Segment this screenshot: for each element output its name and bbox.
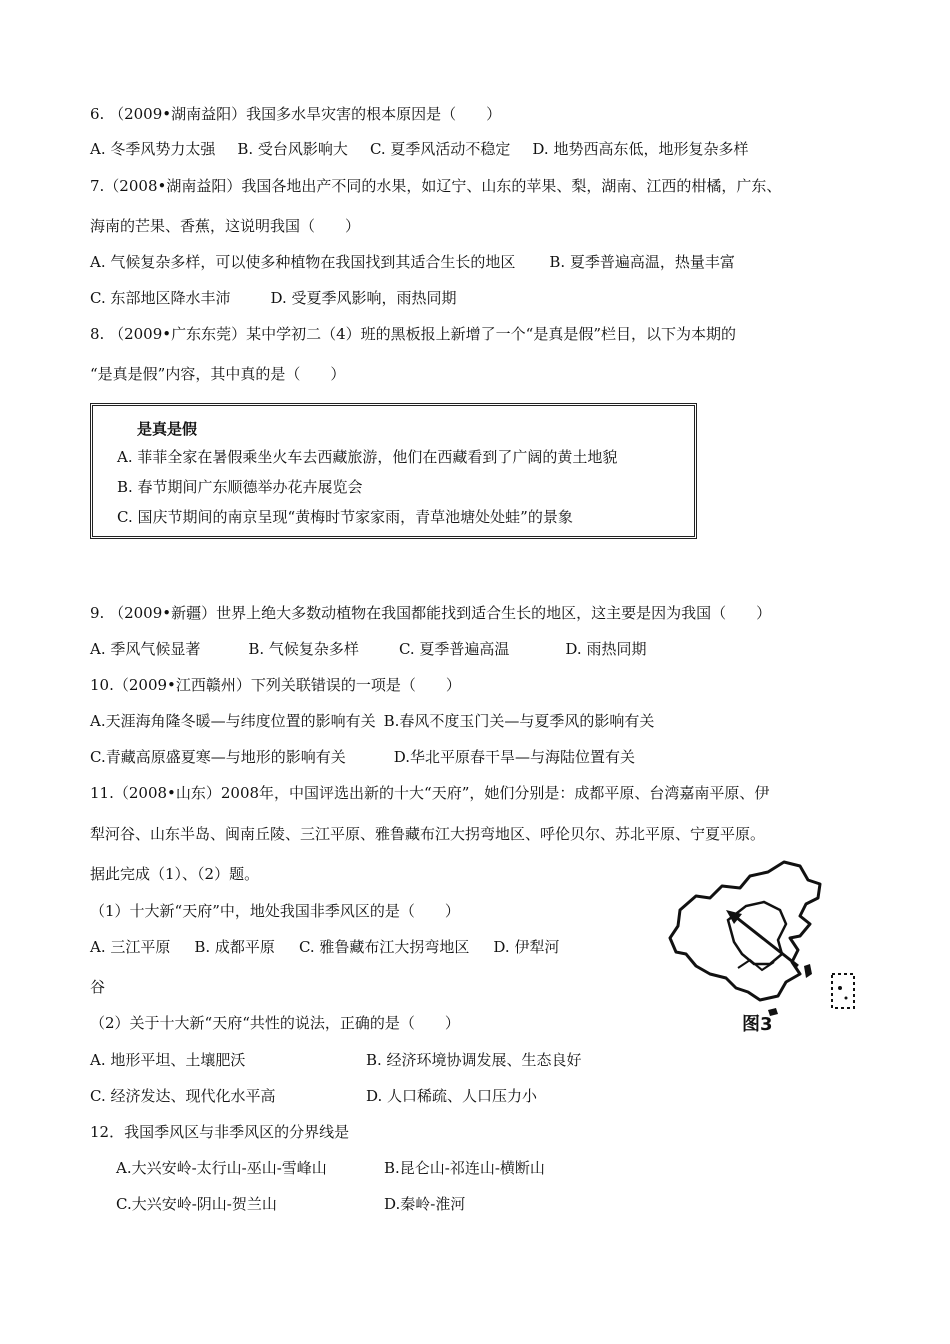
q11-sub1-option-d: D. 伊犁河 bbox=[493, 938, 560, 956]
q6-option-c: C. 夏季风活动不稳定 bbox=[369, 140, 511, 158]
q7-stem-line2: 海南的芒果、香蕉，这说明我国（ ） bbox=[90, 217, 361, 235]
q12-option-b: B.昆仑山-祁连山-横断山 bbox=[384, 1159, 545, 1177]
q10-stem: 10.（2009•江西赣州）下列关联错误的一项是（ ） bbox=[90, 676, 461, 694]
q11-sub1-option-b: B. 成都平原 bbox=[194, 938, 275, 956]
q6-option-b: B. 受台风影响大 bbox=[237, 140, 348, 158]
q11-stem-line3: 据此完成（1）、（2）题。 bbox=[90, 865, 260, 883]
q12-option-d: D.秦岭-淮河 bbox=[384, 1195, 466, 1213]
q10-option-d: D.华北平原春干旱—与海陆位置有关 bbox=[393, 748, 635, 766]
q9-option-a: A. 季风气候显著 bbox=[90, 640, 201, 658]
q11-sub1-options bbox=[90, 937, 559, 957]
box-statement-a: A. 菲菲全家在暑假乘坐火车去西藏旅游，他们在西藏看到了广阔的黄土地貌 bbox=[117, 448, 618, 466]
q7-option-d: D. 受夏季风影响，雨热同期 bbox=[270, 289, 457, 307]
q9-stem: 9. （2009•新疆）世界上绝大多数动植物在我国都能找到适合生长的地区，这主要是因为我国（ ） bbox=[90, 604, 772, 622]
q11-stem-line2: 犁河谷、山东半岛、闽南丘陵、三江平原、雅鲁藏布江大拐弯地区、呼伦贝尔、苏北平原、宁夏平原。 bbox=[90, 825, 766, 843]
q9-option-c: C. 夏季普遍高温 bbox=[398, 640, 510, 658]
q11-sub1-option-a: A. 三江平原 bbox=[90, 938, 171, 956]
q6-option-d: D. 地势西高东低，地形复杂多样 bbox=[532, 140, 749, 158]
q11-sub1-option-c: C. 雅鲁藏布江大拐弯地区 bbox=[298, 938, 470, 956]
q11-sub2-option-c: C. 经济发达、现代化水平高 bbox=[90, 1087, 276, 1105]
q10-option-c: C.青藏高原盛夏寒—与地形的影响有关 bbox=[90, 748, 346, 766]
china-outline bbox=[670, 862, 820, 1000]
q10-option-a: A.天涯海角隆冬暖—与纬度位置的影响有关 bbox=[90, 712, 376, 730]
q10-options-row1 bbox=[90, 711, 654, 731]
q6-stem: 6. （2009•湖南益阳）我国多水旱灾害的根本原因是（ ） bbox=[90, 105, 502, 123]
q11-sub2-stem: （2）关于十大新“天府“共性的说法，正确的是（ ） bbox=[90, 1014, 460, 1032]
q9-options bbox=[90, 639, 646, 659]
q7-options-row2 bbox=[90, 288, 457, 308]
q11-sub1-stem: （1）十大新“天府”中，地处我国非季风区的是（ ） bbox=[90, 902, 460, 920]
true-or-false-box bbox=[90, 403, 697, 539]
q12-option-a: A.大兴安岭-太行山-巫山-雪峰山 bbox=[116, 1159, 327, 1177]
q11-sub2-option-a: A. 地形平坦、土壤肥沃 bbox=[90, 1051, 246, 1069]
q11-sub2-options-row2 bbox=[90, 1086, 537, 1106]
q11-stem-line1: 11.（2008•山东）2008年，中国评选出新的十大“天府”，她们分别是：成都平原、台湾嘉南平原、伊 bbox=[90, 784, 770, 802]
q7-option-c: C. 东部地区降水丰沛 bbox=[90, 289, 231, 307]
figure-label: 图3 bbox=[742, 1014, 773, 1035]
box-statement-b: B. 春节期间广东顺德举办花卉展览会 bbox=[117, 478, 363, 496]
q8-stem-line2: “是真是假”内容，其中真的是（ ） bbox=[90, 365, 346, 383]
q10-option-b: B.春风不度玉门关—与夏季风的影响有关 bbox=[383, 712, 655, 730]
q12-stem: 12．我国季风区与非季风区的分界线是 bbox=[90, 1123, 350, 1141]
direction-arrow-line bbox=[732, 914, 798, 966]
q7-options-row1 bbox=[90, 252, 735, 272]
q11-sub2-options-row1 bbox=[90, 1050, 582, 1070]
q11-sub2-option-d: D. 人口稀疏、人口压力小 bbox=[366, 1087, 538, 1105]
box-title: 是真是假 bbox=[137, 420, 198, 438]
q12-option-c: C.大兴安岭-阴山-贺兰山 bbox=[116, 1195, 277, 1213]
q7-option-b: B. 夏季普遍高温，热量丰富 bbox=[549, 253, 735, 271]
q7-stem-line1: 7.（2008•湖南益阳）我国各地出产不同的水果，如辽宁、山东的苹果、梨，湖南、江西的柑橘，广东、 bbox=[90, 177, 782, 195]
q9-option-b: B. 气候复杂多样 bbox=[248, 640, 359, 658]
q7-option-a: A. 气候复杂多样，可以使多种植物在我国找到其适合生长的地区 bbox=[90, 253, 516, 271]
q10-options-row2 bbox=[90, 747, 635, 767]
q8-stem-line1: 8. （2009•广东东莞）某中学初二（4）班的黑板报上新增了一个“是真是假”栏目，以下为本期的 bbox=[90, 325, 736, 343]
q6-option-a: A. 冬季风势力太强 bbox=[90, 140, 216, 158]
taiwan-island bbox=[804, 964, 812, 978]
q12-options-row1 bbox=[116, 1158, 545, 1178]
q11-sub1-option-d-continued: 谷 bbox=[90, 978, 106, 996]
q6-options bbox=[90, 139, 748, 159]
river-line bbox=[738, 960, 774, 970]
q9-option-d: D. 雨热同期 bbox=[565, 640, 647, 658]
box-statement-c: C. 国庆节期间的南京呈现“黄梅时节家家雨，青草池塘处处蛙”的景象 bbox=[117, 508, 573, 526]
q11-sub2-option-b: B. 经济环境协调发展、生态良好 bbox=[366, 1051, 582, 1069]
south-china-sea-inset bbox=[832, 974, 854, 1008]
q12-options-row2 bbox=[116, 1194, 465, 1214]
